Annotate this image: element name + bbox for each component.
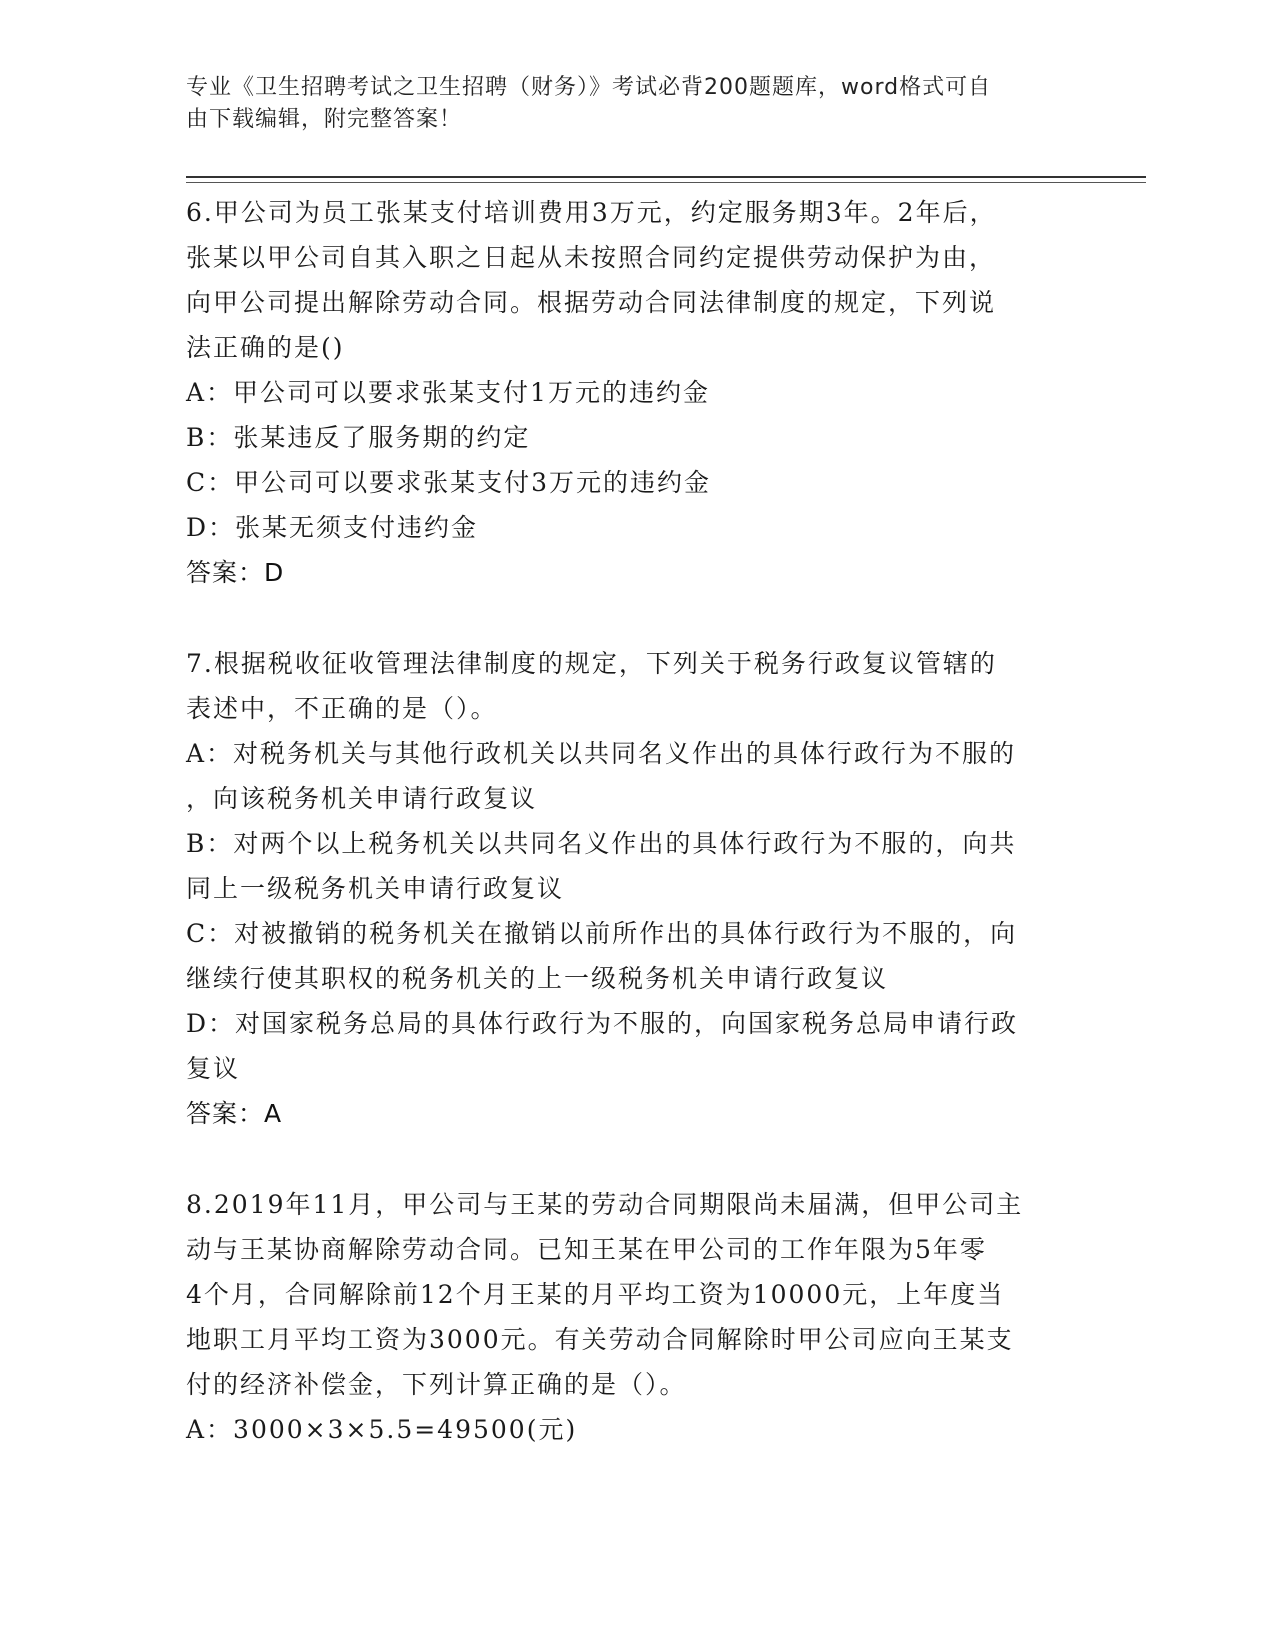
question-8 xyxy=(186,1182,1086,1452)
answer-label: 答案：D xyxy=(186,558,285,587)
option-line: D：对国家税务总局的具体行政行为不服的，向国家税务总局申请行政 xyxy=(186,1009,1019,1038)
answer-label: 答案：A xyxy=(186,1099,283,1128)
option-line: C：对被撤销的税务机关在撤销以前所作出的具体行政行为不服的，向 xyxy=(186,919,1018,948)
option-b: B：张某违反了服务期的约定 xyxy=(186,423,531,452)
question-line: 6.甲公司为员工张某支付培训费用3万元，约定服务期3年。2年后， xyxy=(186,198,997,227)
header-divider-thick xyxy=(186,176,1146,178)
option-line: 复议 xyxy=(186,1054,241,1083)
option-c: C：甲公司可以要求张某支付3万元的违约金 xyxy=(186,468,712,497)
header-divider-thin xyxy=(186,182,1146,183)
question-list xyxy=(186,190,1086,1452)
question-6 xyxy=(186,190,1086,595)
option-a: A：3000×3×5.5=49500(元) xyxy=(186,1415,578,1444)
question-stem xyxy=(186,1182,1086,1407)
option-line: 继续行使其职权的税务机关的上一级税务机关申请行政复议 xyxy=(186,964,889,993)
question-line: 向甲公司提出解除劳动合同。根据劳动合同法律制度的规定，下列说 xyxy=(186,288,997,317)
header-line-1: 专业《卫生招聘考试之卫生招聘（财务）》考试必背200题题库，word格式可自 xyxy=(186,75,992,100)
question-line: 地职工月平均工资为3000元。有关劳动合同解除时甲公司应向王某支 xyxy=(186,1325,1014,1354)
question-line: 7.根据税收征收管理法律制度的规定，下列关于税务行政复议管辖的 xyxy=(186,649,997,678)
option-line: 同上一级税务机关申请行政复议 xyxy=(186,874,565,903)
question-line: 付的经济补偿金，下列计算正确的是（）。 xyxy=(186,1370,687,1399)
question-line: 8.2019年11月，甲公司与王某的劳动合同期限尚未届满，但甲公司主 xyxy=(186,1190,1024,1219)
option-line: ，向该税务机关申请行政复议 xyxy=(186,784,538,813)
question-spacer xyxy=(186,595,1086,641)
header-line-2: 由下载编辑，附完整答案！ xyxy=(186,107,463,132)
question-line: 法正确的是() xyxy=(186,333,345,362)
option-a: A：甲公司可以要求张某支付1万元的违约金 xyxy=(186,378,710,407)
question-line: 张某以甲公司自其入职之日起从未按照合同约定提供劳动保护为由， xyxy=(186,243,997,272)
question-spacer xyxy=(186,1136,1086,1182)
option-d: D：张某无须支付违约金 xyxy=(186,513,479,542)
option-line: A：对税务机关与其他行政机关以共同名义作出的具体行政行为不服的 xyxy=(186,739,1017,768)
option-a xyxy=(186,731,1086,821)
document-header xyxy=(186,72,1066,136)
question-line: 动与王某协商解除劳动合同。已知王某在甲公司的工作年限为5年零 xyxy=(186,1235,987,1264)
option-line: B：对两个以上税务机关以共同名义作出的具体行政行为不服的，向共 xyxy=(186,829,1017,858)
question-7 xyxy=(186,641,1086,1136)
option-c xyxy=(186,911,1086,1001)
question-stem xyxy=(186,190,1086,370)
question-line: 表述中，不正确的是（）。 xyxy=(186,694,498,723)
option-b xyxy=(186,821,1086,911)
option-d xyxy=(186,1001,1086,1091)
question-line: 4个月，合同解除前12个月王某的月平均工资为10000元，上年度当 xyxy=(186,1280,1005,1309)
question-stem xyxy=(186,641,1086,731)
